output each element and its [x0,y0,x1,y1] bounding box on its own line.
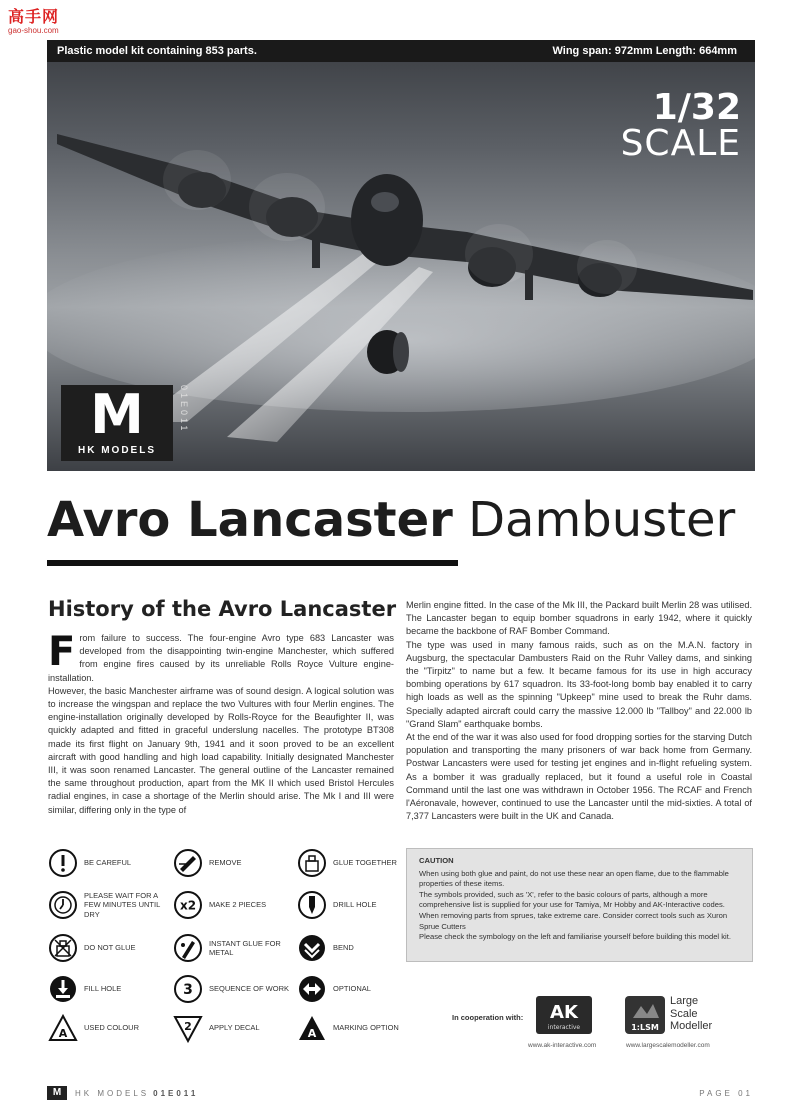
hk-logo-letter: M [90,383,144,446]
symbol-label: APPLY DECAL [209,1023,260,1033]
symbol-please-wait [48,890,164,920]
svg-text:x2: x2 [179,898,197,913]
caution-line: Please check the symbology on the left and familiarise yourself before building this model kit. [419,932,731,942]
caution-line: When using both glue and paint, do not use these near an open flame, due to the flammable properties of these items. [419,868,729,889]
parts-count-text: Plastic model kit containing 853 parts. [57,45,257,57]
symbol-bend [297,933,413,963]
svg-text:AK: AK [550,1002,578,1023]
caution-line: The symbols provided, such as 'X', refer to the basic colours of parts, although a more comprehensive list is supplied for your use for Tamiya, Mr Hobby and AK-Interactive codes. [419,889,725,910]
symbol-drill-hole [297,890,413,920]
symbol-label: BEND [333,943,354,953]
symbol-fill-hole [48,974,164,1004]
watermark-logo: 高手网 [8,7,60,26]
symbol-glue-together [297,848,413,878]
footer-logo: M [47,1086,67,1100]
kit-code-vertical: 01E011 [179,385,189,434]
svg-text:3: 3 [183,982,193,998]
tail-fin-right [525,270,533,300]
lsm-logo [625,996,665,1034]
cutter-icon [173,848,203,878]
symbol-sequence [173,974,289,1004]
title-bold: Avro Lancaster [47,492,453,548]
symbol-make-2-pieces [173,890,289,920]
symbol-label: SEQUENCE OF WORK [209,984,290,994]
hk-logo-name: HK MODELS [78,445,156,456]
scale-label: SCALE [620,123,741,164]
glue-bottle-icon [297,848,327,878]
hk-models-logo [61,385,173,461]
aircraft-fuselage [351,174,423,266]
symbol-label: BE CAREFUL [84,858,132,868]
symbol-label: MAKE 2 PIECES [209,900,267,910]
title-underline [47,560,458,566]
propeller-4 [577,240,637,294]
symbol-label: GLUE TOGETHER [333,858,397,868]
clock-icon [48,890,78,920]
no-glue-icon [48,933,78,963]
dimensions-text: Wing span: 972mm Length: 664mm [552,45,737,57]
symbol-label: INSTANT GLUE FOR METAL [209,938,281,957]
hero-info-bar [47,40,755,62]
symbol-label: PLEASE WAIT FOR A FEW MINUTES UNTIL DRY [84,890,160,919]
scale-badge [620,87,741,164]
fill-hole-icon [48,974,78,1004]
symbol-label: DO NOT GLUE [84,943,136,953]
history-text-5: At the end of the war it was also used for food dropping sorties for the starving Dutch population and transporting the many prisoners of war back home from Germany. Postwar Lancasters were used for testing jet engines and in-flight refueling system. As a bomber it was gradually replaced, but it found a useful role in Coastal Command until the last one was withdrawn in October 1956. The RCAF and French l'Aéronavale, however, continued to use the Lancaster until the mid-sixties. A total of 7,377 Lancasters were built in the UK and Canada. [406,732,752,822]
watermark-url: gao-shou.com [8,26,59,35]
lsm-word: Modeller [670,1020,713,1032]
caution-box [406,848,753,962]
symbol-used-colour [48,1013,164,1043]
propeller-3 [465,224,533,284]
marking-triangle-icon [297,1013,327,1043]
footer-brand: HK MODELS [75,1088,150,1098]
svg-text:2: 2 [184,1020,192,1033]
caution-line: When removing parts from sprues, take extreme care. Consider correct tools such as Xuron Sprue Cutters [419,910,728,931]
sequence-number-icon [173,974,203,1004]
symbol-label: REMOVE [209,858,242,868]
history-text-2: However, the basic Manchester airframe was of sound design. A logical solution was to increase the wingspan and replace the two Vultures with four Merlin engines. The engine-installation originally developed by Rolls-Royce for the Beaufighter II, was quickly adapted and fitted in graceful underslung nacelles. The prototype BT308 made its first flight on January 9th, 1941 and it soon proved to be an excellent aircraft with good handling and high load capability. Initially designated Manchester III, it was soon renamed Lancaster. The general outline of the Lancaster remained the same throughout production, apart from the MK II which used Bristol Hercules radial engines, in case a shortage of the Merlin should arise. The Mk I and III were similar, differing only in the type of [48,685,394,815]
colour-triangle-icon [48,1013,78,1043]
upkeep-bomb-face [393,332,409,372]
symbol-be-careful [48,848,164,878]
symbol-do-not-glue [48,933,164,963]
tail-fin-left [312,234,320,268]
propeller-1 [163,150,231,210]
exclamation-icon [48,848,78,878]
svg-text:1:LSM: 1:LSM [631,1023,659,1032]
x2-icon [173,890,203,920]
page-number: PAGE 01 [699,1088,753,1098]
symbol-label: FILL HOLE [84,984,122,994]
lsm-word: Scale [670,1007,698,1020]
symbol-label: USED COLOUR [84,1023,140,1033]
caution-title: CAUTION [419,856,454,865]
history-paragraph [48,629,394,685]
propeller-2 [249,173,325,241]
lsm-word: Large [670,995,699,1007]
footer-code: 01E011 [153,1088,199,1098]
scale-ratio: 1/32 [652,87,741,128]
cooperation-label: In cooperation with: [452,1013,524,1022]
symbol-label: DRILL HOLE [333,900,377,910]
bend-icon [297,933,327,963]
history-column-left [48,629,394,817]
history-text-3: Merlin engine fitted. In the case of the Mk III, the Packard built Merlin 28 was utilised. The Lancaster began to equip bomber squadrons in early 1942, where it quickly became the backbone of RAF Bomber Command. [406,600,752,637]
title-light: Dambuster [468,492,736,548]
symbol-optional [297,974,413,1004]
history-text-4: The type was used in many famous raids, such as on the M.A.N. factory in Augsburg, the spectacular Dambusters Raid on the Ruhr Valley dams, and sinking the "Tirpitz" to name but a few. It became famous for its use in high accuracy bombing operations by 617 squadron. Its 33-foot-long bomb bay enabled it to carry high loads as well as the spinning "Upkeep" mine used to break the Ruhr dams. Specially adapted aircraft could carry the massive 12.000 lb "Tallboy" and 22.000 lb "Grand Slam" earthquake bombs. [406,639,752,729]
drill-icon [297,890,327,920]
site-watermark [8,4,78,38]
ak-interactive-logo [536,996,592,1034]
symbol-label: OPTIONAL [333,984,371,994]
drop-cap: F [48,629,76,675]
instant-glue-icon [173,933,203,963]
symbol-apply-decal [173,1013,289,1043]
history-column-right [406,599,752,823]
svg-text:interactive: interactive [547,1024,581,1031]
optional-arrows-icon [297,974,327,1004]
symbol-instant-glue [173,933,289,963]
svg-text:A: A [58,1027,68,1040]
svg-text:A: A [307,1027,317,1040]
symbol-remove [173,848,289,878]
decal-triangle-icon [173,1013,203,1043]
page-footer [47,1085,753,1101]
cockpit-canopy [371,192,399,212]
hero-image [47,40,755,471]
page-title [47,492,735,548]
lsm-wordmark [670,995,712,1033]
history-text-1: rom failure to success. The four-engine Avro type 683 Lancaster was developed from the disappointing twin-engine Manchester, which suffered from engine fires caused by its unreliable Rolls Royce Vulture engine-installation. [48,633,394,683]
lsm-url: www.largescalemodeller.com [626,1042,710,1049]
ak-url: www.ak-interactive.com [528,1042,597,1049]
symbol-label: MARKING OPTION [333,1023,399,1033]
symbol-marking-option [297,1013,413,1043]
history-heading: History of the Avro Lancaster [48,597,397,621]
